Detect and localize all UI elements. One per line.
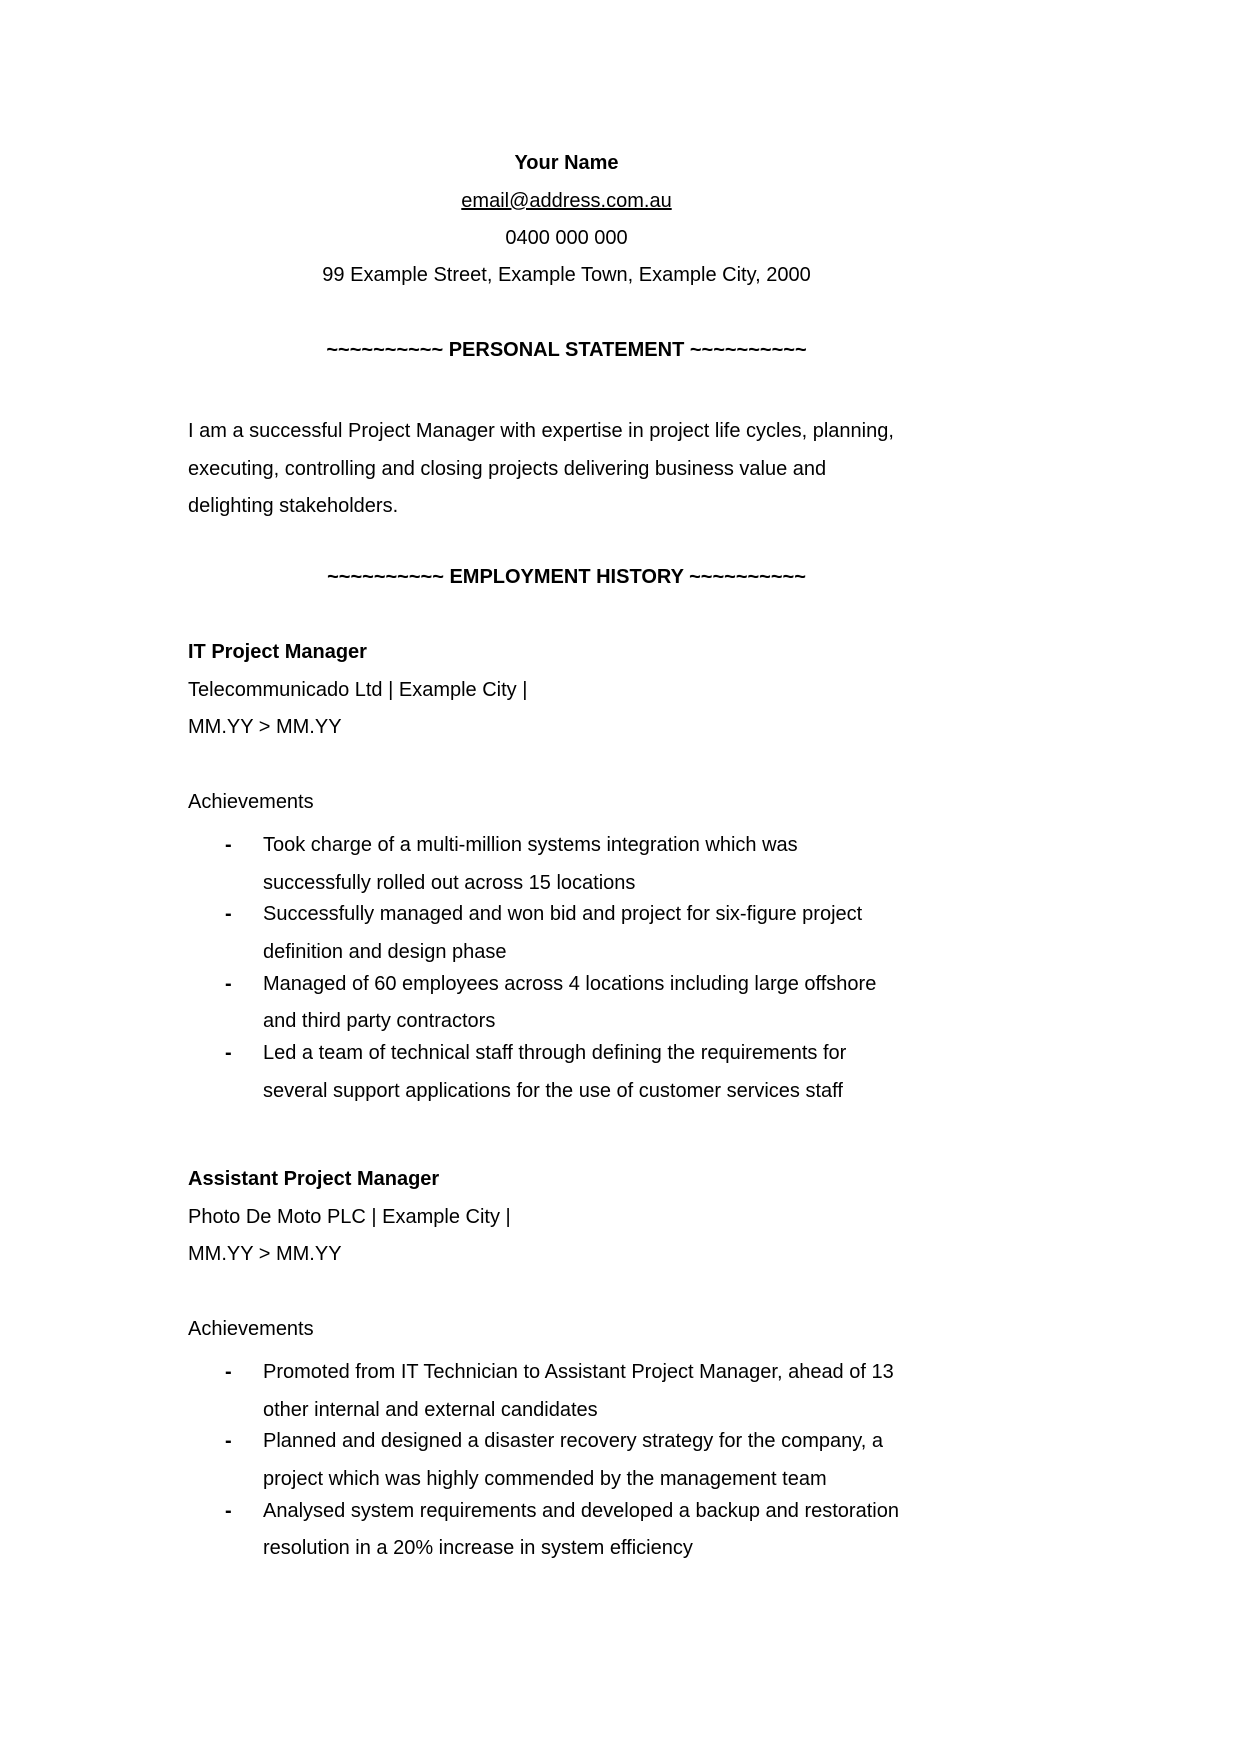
email-link[interactable]: email@address.com.au <box>461 190 672 212</box>
achievement-item <box>188 1423 988 1498</box>
achievement-line: Led a team of technical staff through defining the requirements for <box>263 1042 847 1065</box>
achievement-text <box>263 1493 988 1568</box>
statement-line: executing, controlling and closing projects delivering business value and <box>188 457 827 480</box>
achievement-text <box>263 1423 988 1498</box>
achievement-line: Took charge of a multi-million systems integration which was <box>263 833 798 856</box>
bullet-dash: - <box>225 833 232 856</box>
statement-line: delighting stakeholders. <box>188 495 399 518</box>
achievements-label: Achievements <box>188 1318 314 1341</box>
achievement-text <box>263 896 988 971</box>
spacer <box>188 752 988 790</box>
achievement-line: successfully rolled out across 15 locations <box>263 871 636 894</box>
achievement-line: Analysed system requirements and developed a backup and restoration <box>263 1499 899 1522</box>
achievement-item <box>188 1035 988 1110</box>
bullet-dash: - <box>225 1042 232 1065</box>
achievement-text <box>263 827 988 902</box>
bullet-dash: - <box>225 1499 232 1522</box>
job-company: Telecommunicado Ltd | Example City | <box>188 678 528 701</box>
achievement-item <box>188 896 988 971</box>
job-dates: MM.YY > MM.YY <box>188 716 342 739</box>
street-address: 99 Example Street, Example Town, Example City, 2000 <box>322 264 811 286</box>
job-entry <box>188 1166 988 1568</box>
phone-number: 0400 000 000 <box>505 227 628 249</box>
achievement-line: and third party contractors <box>263 1010 496 1033</box>
job-entry <box>188 639 988 1110</box>
bullet-dash: - <box>225 1360 232 1383</box>
achievement-line: Successfully managed and won bid and project for six-figure project <box>263 903 863 926</box>
bullet-dash: - <box>225 1430 232 1453</box>
bullet-dash: - <box>225 903 232 926</box>
personal-statement-paragraph <box>188 413 948 526</box>
achievement-item <box>188 827 988 902</box>
achievements-list <box>188 1354 988 1568</box>
achievement-line: other internal and external candidates <box>263 1398 598 1421</box>
job-title: IT Project Manager <box>188 641 367 663</box>
achievement-line: project which was highly commended by the management team <box>263 1467 827 1490</box>
achievement-line: Promoted from IT Technician to Assistant Project Manager, ahead of 13 <box>263 1360 894 1383</box>
achievement-line: definition and design phase <box>263 940 507 963</box>
personal-statement-heading: ~~~~~~~~~~ PERSONAL STATEMENT ~~~~~~~~~~ <box>326 339 807 361</box>
achievement-line: Managed of 60 employees across 4 locations including large offshore <box>263 972 877 995</box>
candidate-name: Your Name <box>514 152 619 174</box>
achievement-text <box>263 1035 988 1110</box>
job-dates: MM.YY > MM.YY <box>188 1243 342 1266</box>
job-company: Photo De Moto PLC | Example City | <box>188 1205 511 1228</box>
achievement-item <box>188 966 988 1041</box>
achievements-label: Achievements <box>188 791 314 814</box>
achievement-item <box>188 1354 988 1429</box>
achievement-line: resolution in a 20% increase in system efficiency <box>263 1537 693 1560</box>
achievements-list <box>188 827 988 1110</box>
achievement-line: Planned and designed a disaster recovery strategy for the company, a <box>263 1430 883 1453</box>
achievement-item <box>188 1493 988 1568</box>
employment-history-heading: ~~~~~~~~~~ EMPLOYMENT HISTORY ~~~~~~~~~~ <box>327 566 806 588</box>
statement-line: I am a successful Project Manager with expertise in project life cycles, planning, <box>188 420 894 442</box>
achievement-line: several support applications for the use of customer services staff <box>263 1079 843 1102</box>
achievement-text <box>263 1354 988 1429</box>
bullet-dash: - <box>225 972 232 995</box>
achievement-text <box>263 966 988 1041</box>
spacer <box>188 1279 988 1317</box>
job-title: Assistant Project Manager <box>188 1168 440 1190</box>
